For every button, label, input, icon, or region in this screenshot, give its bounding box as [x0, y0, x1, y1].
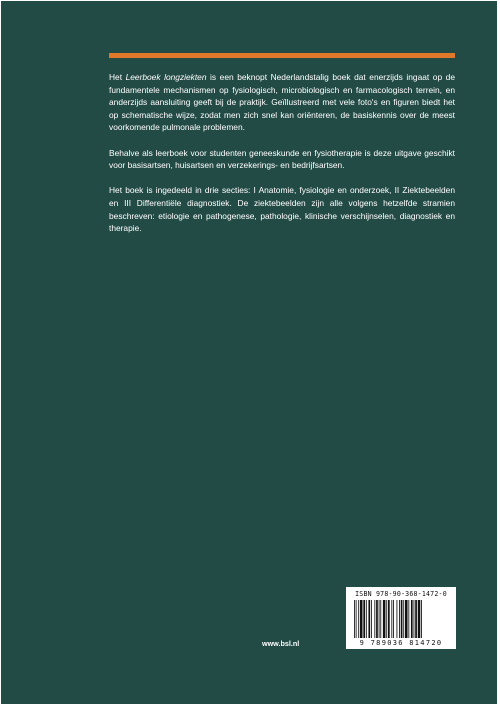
blurb-paragraph-2: Behalve als leerboek voor studenten geneeskunde en fysiotherapie is deze uitgave geschikt voor basisartsen, huisartsen en verzekerings- en bedrijfsartsen.	[109, 147, 455, 171]
accent-bar	[109, 53, 455, 58]
blurb-text	[109, 71, 455, 235]
blurb-paragraph-1: Het Leerboek longziekten is een beknopt Nederlandstalig boek dat enerzijds ingaat op de fundamentele mechanismen op fysiologisch, microbiologisch en farmacologisch terrein, en anderzijds aansluiting geeft bij de praktijk. Geïllustreerd met vele foto's en figuren biedt het op schematische wijze, zodat men zich snel kan oriënteren, de basiskennis over de meest voorkomende pulmonale problemen.	[109, 72, 455, 133]
barcode	[346, 587, 456, 649]
publisher-website: www.bsl.nl	[262, 639, 300, 648]
barcode-digits: 9 789036 814720	[359, 639, 443, 647]
barcode-bars	[354, 600, 450, 638]
blurb-paragraph-3: Het boek is ingedeeld in drie secties: I Anatomie, fysiologie en onderzoek, II Ziektebeelden en III Differentiële diagnostiek. De ziektebeelden zijn alle volgens hetzelfde stramien beschreven: etiologie en pathogenese, pathologie, klinische verschijnselen, diagnostiek en therapie.	[109, 185, 455, 234]
back-cover	[1, 1, 497, 704]
book-title: Leerboek longziekten	[125, 72, 207, 82]
isbn-label: ISBN 978-90-368-1472-0	[355, 590, 447, 598]
